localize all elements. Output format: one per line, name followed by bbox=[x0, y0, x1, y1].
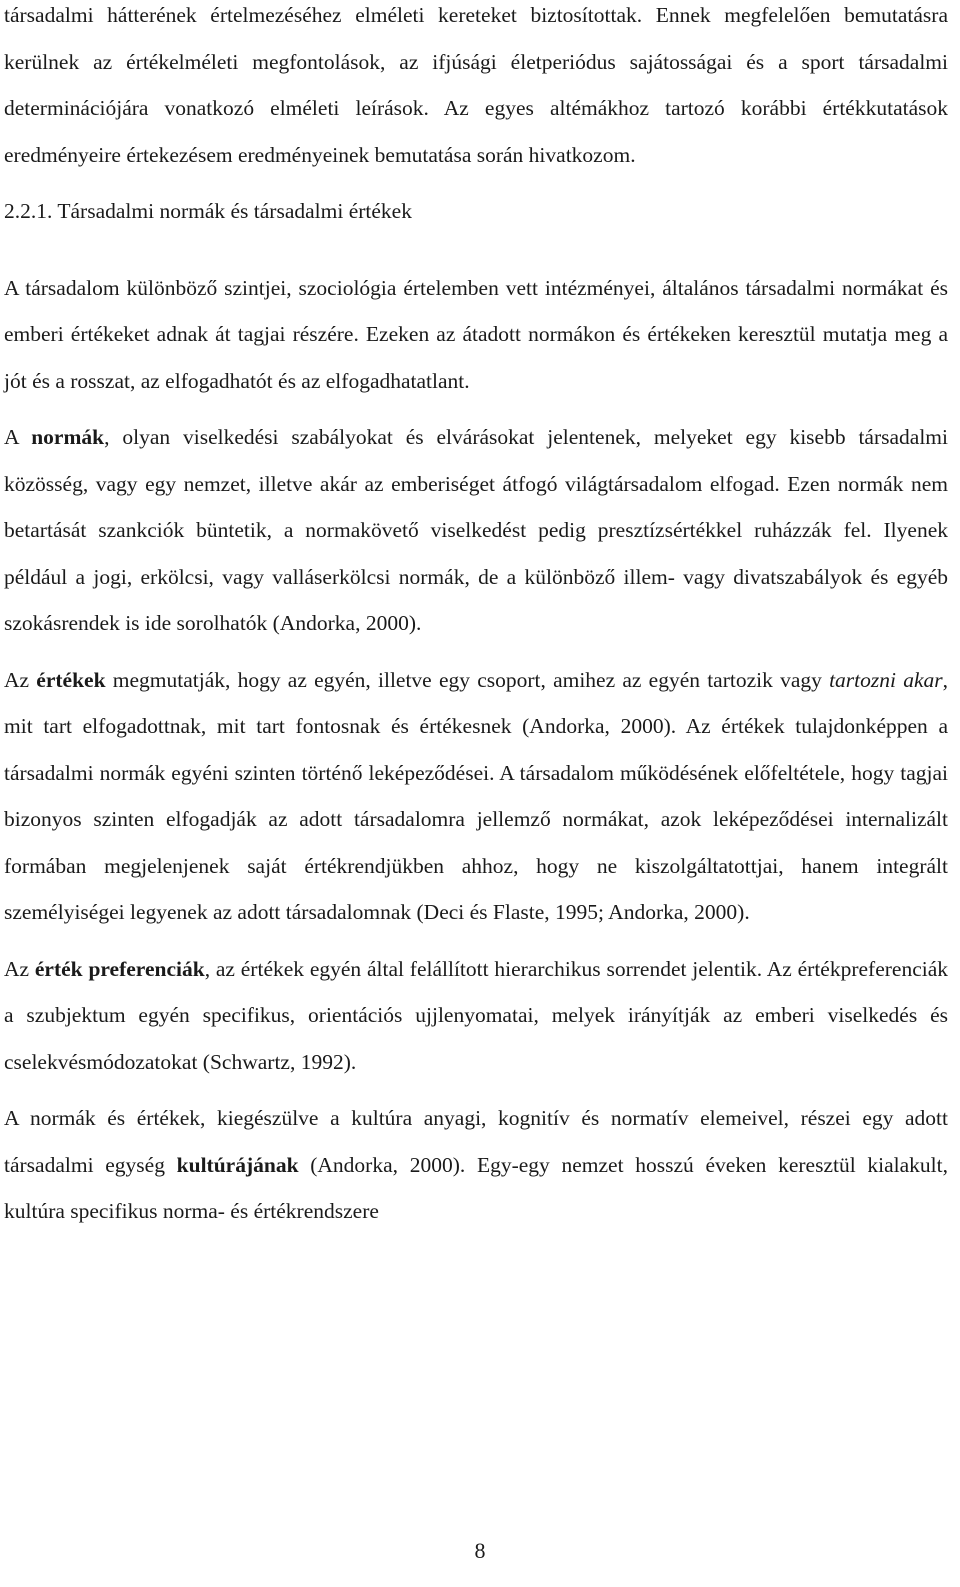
paragraph-society: A társadalom különböző szintjei, szociológia értelemben vett intézményei, általános társadalmi normákat és emberi értékeket adnak át tagjai részére. Ezeken az átadott normákon és értékeken keresztül mutatja meg a jót és a rosszat, az elfogadhatót és az elfogadhatatlant. bbox=[4, 275, 948, 393]
italic-tartozni-akar: tartozni akar bbox=[829, 667, 943, 692]
term-kulturajanak: kultúrájának bbox=[176, 1152, 299, 1177]
kultura-rest: (Andorka, 2000). Egy-egy nemzet hosszú éveken keresztül kialakult, kultúra specifikus norma- és értékrendszere bbox=[4, 1152, 948, 1223]
term-ertekek: értékek bbox=[36, 667, 106, 692]
term-normak: normák bbox=[31, 425, 105, 449]
paragraph-preferencia bbox=[4, 946, 948, 1086]
ertekek-rest: , mit tart elfogadottnak, mit tart fontosnak és értékesnek (Andorka, 2000). Az értékek tulajdonképpen a társadalmi normák egyéni szinten történő leképeződései. A társadalom működésének előfeltétele, hogy tagjai bizonyos szinten elfogadják az adott társadalomra jellemző normákat, azok leképeződései internalizált formában megjelenjenek saját értékrendjükben ahhoz, hogy ne kiszolgáltatottjai, hanem integrált személyiségei legyenek az adott társadalomnak (Deci és Flaste, 1995; Andorka, 2000). bbox=[4, 667, 948, 924]
document-page bbox=[4, 0, 948, 1235]
kultura-prefix: A normák és értékek, kiegészülve a kultúra anyagi, kognitív és normatív elemeivel, részei egy adott társadalmi egység bbox=[4, 1106, 948, 1177]
preferencia-rest: , az értékek egyén által felállított hierarchikus sorrendet jelentik. Az értékpreferenciák a szubjektum egyén specifikus, orientációs ujjlenyomatai, melyek irányítják az emberi viselkedés és cselekvésmódozatokat (Schwartz, 1992). bbox=[4, 956, 949, 1074]
page-number: 8 bbox=[474, 1538, 486, 1563]
normak-prefix: A bbox=[4, 425, 32, 449]
paragraph-ertekek bbox=[4, 657, 948, 936]
preferencia-prefix: Az bbox=[4, 956, 35, 981]
paragraph-normak bbox=[4, 414, 948, 647]
paragraph-kultura bbox=[4, 1095, 948, 1235]
intro-paragraph: társadalmi hátterének értelmezéséhez elméleti kereteket biztosítottak. Ennek megfelelően bemutatásra kerülnek az értékelméleti megfontolások, az ifjúsági életperiódus sajátosságai és a sport társadalmi determinációjára vonatkozó elméleti leírások. Az egyes altémákhoz tartozó korábbi értékkutatások eredményeire értekezésem eredményeinek bemutatása során hivatkozom. bbox=[4, 3, 948, 167]
ertekek-prefix: Az bbox=[4, 667, 37, 692]
section-heading: 2.2.1. Társadalmi normák és társadalmi értékek bbox=[4, 199, 412, 223]
normak-rest: , olyan viselkedési szabályokat és elvárásokat jelentenek, melyeket egy kisebb társadalmi közösség, vagy egy nemzet, illetve akár az emberiséget átfogó világtársadalom elfogad. Ezen normák nem betartását szankciók büntetik, a normakövető viselkedést pedig presztízsértékkel ruházzák fel. Ilyenek például a jogi, erkölcsi, vagy valláserkölcsi normák, de a különböző illem- vagy divatszabályok és egyéb szokásrendek is ide sorolhatók (Andorka, 2000). bbox=[4, 425, 949, 635]
ertekek-mid: megmutatják, hogy az egyén, illetve egy csoport, amihez az egyén tartozik vagy bbox=[105, 667, 830, 692]
term-ertek-preferenciak: érték preferenciák bbox=[34, 956, 205, 981]
